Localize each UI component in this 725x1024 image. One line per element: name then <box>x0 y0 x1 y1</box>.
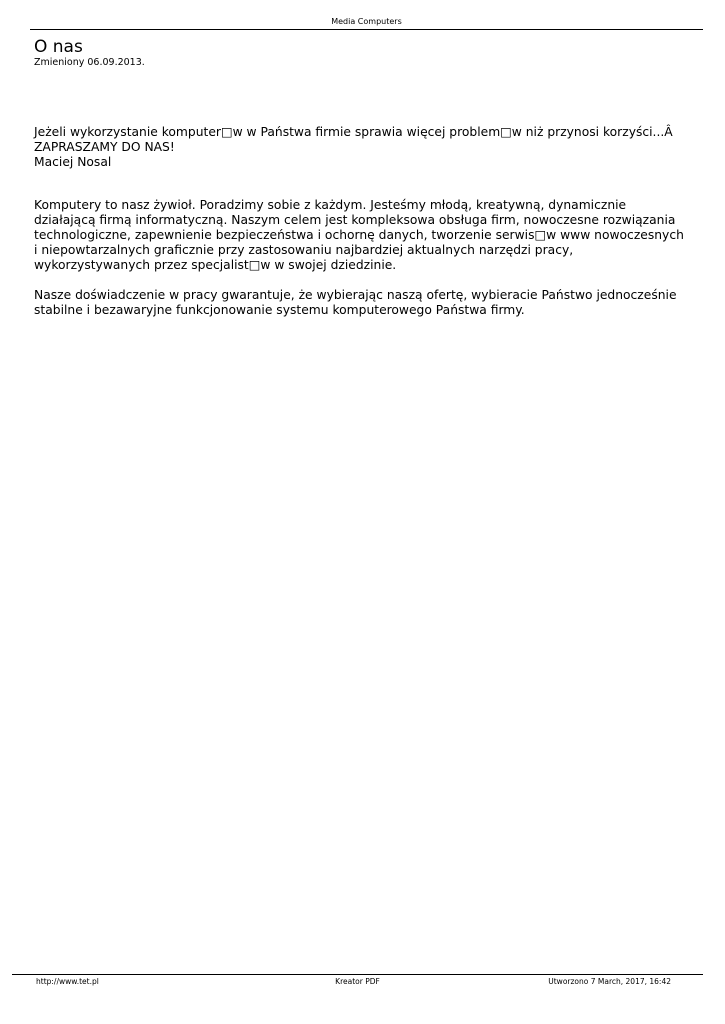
modified-date: Zmieniony 06.09.2013. <box>34 57 145 68</box>
intro-block <box>34 125 689 170</box>
page-title: O nas <box>34 37 83 57</box>
body-paragraph-2: Nasze doświadczenie w pracy gwarantuje, że wybierając naszą ofertę, wybieracie Państwo jednocześnie stabilne i bezawaryjne funkcjonowanie systemu komputerowego Państwa firmy. <box>34 288 677 317</box>
article <box>34 37 689 318</box>
footer-generator: Kreator PDF <box>335 977 380 986</box>
page-header <box>30 14 703 30</box>
body-paragraph-1: Komputery to nasz żywioł. Poradzimy sobie z każdym. Jesteśmy młodą, kreatywną, dynamicznie działającą firmą informatyczną. Naszym celem jest kompleksowa obsługa firm, nowoczesne rozwiązania technologiczne, zapewnienie bezpieczeństwa i ochornę danych, tworzenie serwis□w www nowoczesnych i niepowtarzalnych graficznie przy zastosowaniu najbardziej aktualnych narzędzi pracy, wykorzystywanych przez specjalist□w w swojej dziedzinie. <box>34 198 684 272</box>
page-footer <box>12 974 703 989</box>
site-name: Media Computers <box>331 17 402 26</box>
intro-text: Jeżeli wykorzystanie komputer□w w Państwa firmie sprawia więcej problem□w niż przynosi korzyści...Â ZAPRASZAMY DO NAS! <box>34 125 673 154</box>
footer-created: Utworzono 7 March, 2017, 16:42 <box>548 977 671 986</box>
intro-author: Maciej Nosal <box>34 155 112 169</box>
footer-url[interactable]: http://www.tet.pl <box>36 977 99 986</box>
